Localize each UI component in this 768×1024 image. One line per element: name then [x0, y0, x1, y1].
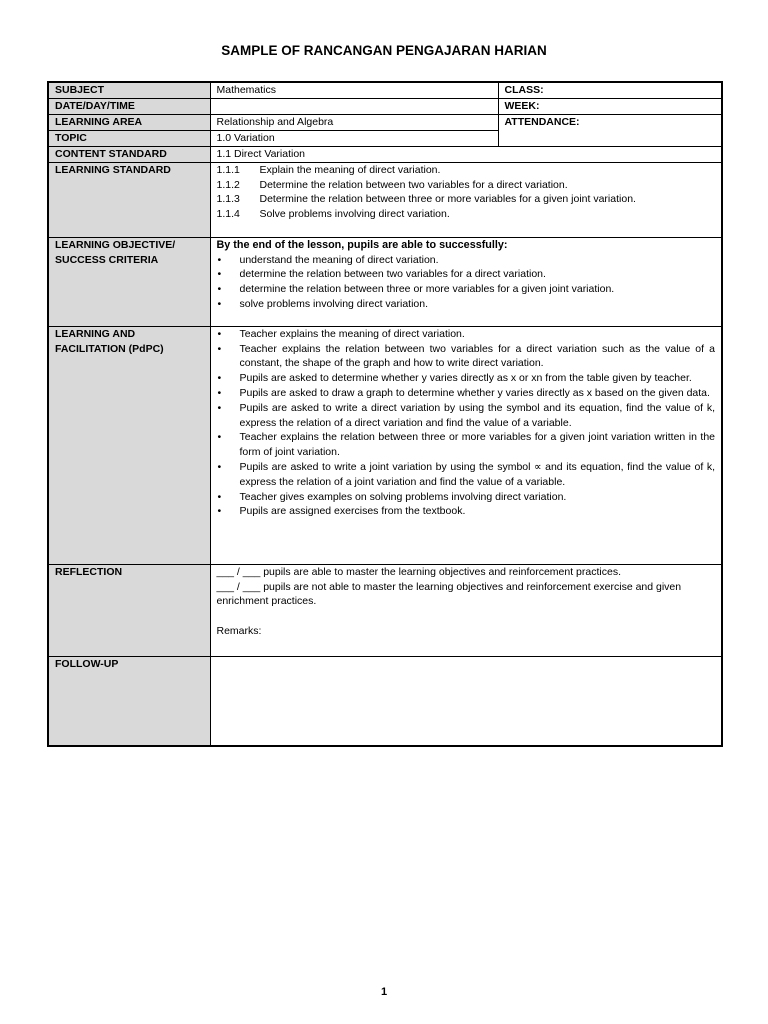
label-learning-area: LEARNING AREA: [48, 114, 210, 130]
lesson-plan-table: [47, 81, 723, 747]
value-learning-area: Relationship and Algebra: [210, 114, 498, 130]
row-learning-objective: [48, 237, 722, 326]
standard-item: [217, 207, 716, 222]
row-subject: [48, 82, 722, 98]
value-date: [210, 98, 498, 114]
list-item: • Teacher explains the relation between three or more variables for a given joint variation written in the form of joint variation.: [217, 430, 716, 460]
standard-number: 1.1.3: [216, 193, 240, 206]
row-reflection: [48, 564, 722, 656]
list-item: • Teacher explains the meaning of direct variation.: [217, 327, 716, 342]
list-item: • Pupils are assigned exercises from the textbook.: [217, 504, 716, 519]
list-item: • Teacher explains the relation between two variables for a direct variation such as the value of a constant, the shape of the graph and how to write direct variation.: [217, 342, 716, 372]
reflection-line: ___ / ___ pupils are not able to master the learning objectives and reinforcement exercise and given enrichment practices.: [216, 580, 682, 608]
label-subject: SUBJECT: [48, 82, 210, 98]
list-item: • determine the relation between two variables for a direct variation.: [217, 267, 716, 282]
standard-item: [217, 178, 716, 193]
standard-text: Explain the meaning of direct variation.: [259, 163, 441, 176]
objective-lead: By the end of the lesson, pupils are able to successfully:: [216, 238, 508, 251]
list-item: • Pupils are asked to write a joint variation by using the symbol ∝ and its equation, find the value of k, express the relation of a joint variation and find the value of a variable.: [217, 460, 716, 490]
list-item: • Pupils are asked to draw a graph to determine whether y varies directly as x based on the given data.: [217, 386, 716, 401]
page-number: 1: [380, 986, 388, 998]
label-facilitation: [48, 326, 210, 564]
objective-list: [217, 253, 716, 312]
standard-number: 1.1.4: [216, 208, 240, 221]
remarks-label: Remarks:: [216, 624, 262, 637]
standard-item: [217, 163, 716, 178]
standard-text: Determine the relation between two variables for a direct variation.: [259, 178, 568, 191]
learning-standard-list: [210, 162, 722, 237]
list-item: • solve problems involving direct variation.: [217, 297, 716, 312]
list-item: • determine the relation between three or more variables for a given joint variation.: [217, 282, 716, 297]
label-content-standard: CONTENT STANDARD: [48, 146, 210, 162]
standard-number: 1.1.2: [216, 178, 240, 191]
value-content-standard: 1.1 Direct Variation: [210, 146, 722, 162]
row-date: [48, 98, 722, 114]
row-facilitation: [48, 326, 722, 564]
label-date: DATE/DAY/TIME: [48, 98, 210, 114]
value-topic: 1.0 Variation: [210, 130, 498, 146]
follow-up-content: [210, 656, 722, 746]
value-subject: Mathematics: [210, 82, 498, 98]
standard-item: [217, 192, 716, 207]
facilitation-content: [210, 326, 722, 564]
list-item: • Pupils are asked to write a direct variation by using the symbol and its equation, find the value of k, express the relation of a direct variation and find the value of a variable.: [217, 401, 716, 431]
label-class: CLASS:: [498, 82, 722, 98]
standard-text: Solve problems involving direct variation.: [259, 208, 450, 221]
row-content-standard: [48, 146, 722, 162]
label-attendance: ATTENDANCE:: [498, 114, 722, 146]
document-title: SAMPLE OF RANCANGAN PENGAJARAN HARIAN: [221, 43, 547, 58]
reflection-line: ___ / ___ pupils are able to master the learning objectives and reinforcement practices.: [216, 565, 621, 578]
label-learning-objective: [48, 237, 210, 326]
row-learning-standard: [48, 162, 722, 237]
reflection-content: [210, 564, 722, 656]
label-line: LEARNING AND: [55, 327, 136, 340]
label-reflection: REFLECTION: [48, 564, 210, 656]
row-learning-area: [48, 114, 722, 130]
label-learning-standard: LEARNING STANDARD: [48, 162, 210, 237]
standard-number: 1.1.1: [216, 163, 240, 176]
label-line: SUCCESS CRITERIA: [55, 253, 159, 266]
learning-objective-content: [210, 237, 722, 326]
row-follow-up: [48, 656, 722, 746]
standard-text: Determine the relation between three or more variables for a given joint variation.: [259, 193, 636, 206]
label-follow-up: FOLLOW-UP: [48, 656, 210, 746]
label-line: LEARNING OBJECTIVE/: [55, 238, 176, 251]
label-week: WEEK:: [498, 98, 722, 114]
facilitation-list: [217, 327, 716, 519]
list-item: • Teacher gives examples on solving problems involving direct variation.: [217, 490, 716, 505]
list-item: • understand the meaning of direct variation.: [217, 253, 716, 268]
list-item: • Pupils are asked to determine whether y varies directly as x or xn from the table given by teacher.: [217, 371, 716, 386]
label-line: FACILITATION (PdPC): [55, 342, 164, 355]
label-topic: TOPIC: [48, 130, 210, 146]
